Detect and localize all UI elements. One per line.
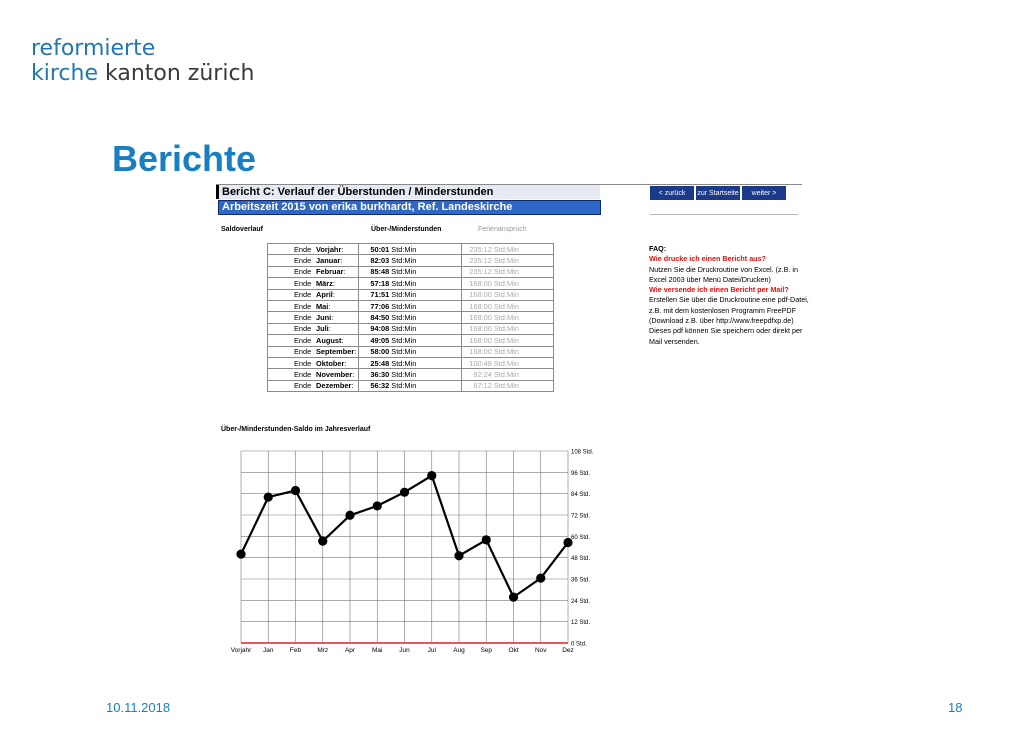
y-tick-label: 96 Std. bbox=[571, 470, 591, 477]
x-tick-label: Mrz bbox=[317, 647, 329, 654]
data-point bbox=[509, 593, 518, 602]
saldo-value: 50:01 bbox=[370, 244, 390, 254]
month-cell: Ende Mai: bbox=[268, 300, 359, 311]
ferien-value: 235:12 bbox=[469, 256, 492, 266]
section-ferien-label: Ferienanspruch bbox=[478, 226, 527, 233]
saldo-unit: Std:Min bbox=[391, 347, 417, 357]
y-tick-label: 36 Std. bbox=[571, 577, 591, 584]
month-cell: Ende Dezember: bbox=[268, 380, 359, 391]
month-cell: Ende Januar: bbox=[268, 255, 359, 266]
faq-answer-mail: Erstellen Sie über die Druckroutine eine pdf-Datei, z.B. mit dem kostenlosen Programm FreePDF (Download z.B. über http://www.freepdfxp.de) Dieses pdf können Sie speichern oder direkt per Mail versenden. bbox=[649, 295, 809, 346]
saldo-unit: Std:Min bbox=[391, 278, 417, 288]
ende-label: Ende bbox=[294, 369, 312, 379]
x-tick-label: Apr bbox=[344, 647, 356, 654]
faq-answer-print: Nutzen Sie die Druckroutine von Excel. (z.B. in Excel 2003 über Menü Datei/Drucken) bbox=[649, 264, 799, 284]
back-button[interactable]: < zurück bbox=[650, 186, 694, 200]
month-label: Mai bbox=[316, 301, 329, 311]
ende-label: Ende bbox=[294, 244, 312, 254]
ferien-unit: Std:Min bbox=[493, 335, 519, 345]
saldo-value: 25:48 bbox=[370, 358, 390, 368]
ferien-unit: Std:Min bbox=[493, 313, 519, 323]
ferien-unit: Std:Min bbox=[493, 244, 519, 254]
ferien-unit: Std:Min bbox=[493, 358, 519, 368]
month-cell: Ende April: bbox=[268, 289, 359, 300]
data-point bbox=[400, 488, 409, 497]
x-tick-label: Aug bbox=[453, 647, 465, 654]
ende-label: Ende bbox=[294, 278, 312, 288]
section-ueber-label: Über-/Minderstunden bbox=[371, 226, 442, 233]
ferien-value: 92:24 bbox=[473, 369, 492, 379]
logo-line-2 bbox=[31, 61, 254, 86]
month-cell: Ende August: bbox=[268, 335, 359, 346]
x-tick-label: Sep bbox=[480, 647, 493, 654]
month-label: Januar bbox=[316, 256, 341, 266]
report-title: Bericht C: Verlauf der Überstunden / Minderstunden bbox=[222, 186, 494, 198]
ferien-value: 168:00 bbox=[469, 335, 492, 345]
data-point bbox=[291, 486, 300, 495]
data-point bbox=[345, 511, 354, 520]
ferien-unit: Std:Min bbox=[493, 301, 519, 311]
section-saldo-label: Saldoverlauf bbox=[221, 226, 264, 233]
month-cell: Ende Juli: bbox=[268, 323, 359, 334]
ferien-value: 100:48 bbox=[469, 358, 492, 368]
month-label: April bbox=[316, 290, 333, 300]
saldo-line-chart bbox=[212, 184, 802, 664]
y-tick-label: 0 Std. bbox=[571, 641, 587, 648]
month-label: Oktober bbox=[316, 358, 345, 368]
data-point bbox=[373, 501, 382, 510]
saldo-unit: Std:Min bbox=[391, 381, 417, 391]
saldo-value: 56:32 bbox=[370, 381, 390, 391]
data-point bbox=[482, 535, 491, 544]
ferien-unit: Std:Min bbox=[493, 267, 519, 277]
saldo-value: 85:48 bbox=[370, 267, 390, 277]
ende-label: Ende bbox=[294, 358, 312, 368]
saldo-unit: Std:Min bbox=[391, 358, 417, 368]
x-tick-label: Jul bbox=[427, 647, 436, 654]
data-point bbox=[236, 549, 245, 558]
saldo-value: 58:00 bbox=[370, 347, 390, 357]
ferien-unit: Std:Min bbox=[493, 256, 519, 266]
x-tick-label: Mai bbox=[372, 647, 383, 654]
chart-title: Über-/Minderstunden-Saldo im Jahresverlauf bbox=[221, 426, 371, 433]
saldo-unit: Std:Min bbox=[391, 324, 417, 334]
y-tick-label: 24 Std. bbox=[571, 598, 591, 605]
ferien-unit: Std:Min bbox=[493, 290, 519, 300]
month-label: September bbox=[316, 347, 355, 357]
saldo-value: 71:51 bbox=[370, 290, 390, 300]
month-label: Februar bbox=[316, 267, 344, 277]
month-cell: Ende Vorjahr: bbox=[268, 244, 359, 255]
month-label: November bbox=[316, 369, 353, 379]
x-tick-label: Feb bbox=[289, 647, 302, 654]
month-cell: Ende September: bbox=[268, 346, 359, 357]
saldo-unit: Std:Min bbox=[391, 267, 417, 277]
ferien-unit: Std:Min bbox=[493, 278, 519, 288]
y-tick-label: 60 Std. bbox=[571, 534, 591, 541]
y-tick-label: 48 Std. bbox=[571, 556, 591, 563]
ende-label: Ende bbox=[294, 347, 312, 357]
ferien-value: 168:00 bbox=[469, 290, 492, 300]
x-tick-label: Nov bbox=[534, 647, 547, 654]
month-cell: Ende Oktober: bbox=[268, 357, 359, 368]
saldo-unit: Std:Min bbox=[391, 256, 417, 266]
ferien-unit: Std:Min bbox=[493, 381, 519, 391]
brand-logo bbox=[31, 36, 254, 86]
faq-question-print: Wie drucke ich einen Bericht aus? bbox=[649, 254, 766, 264]
footer-date: 10.11.2018 bbox=[106, 700, 171, 715]
ferien-value: 168:00 bbox=[469, 301, 492, 311]
ferien-value: 168:00 bbox=[469, 324, 492, 334]
saldo-value: 49:05 bbox=[370, 335, 390, 345]
saldo-unit: Std:Min bbox=[391, 301, 417, 311]
data-point bbox=[536, 574, 545, 583]
ferien-value: 168:00 bbox=[469, 313, 492, 323]
month-cell: Ende Februar: bbox=[268, 266, 359, 277]
month-cell: Ende März: bbox=[268, 278, 359, 289]
month-cell: Ende November: bbox=[268, 369, 359, 380]
month-label: Juli bbox=[316, 324, 329, 334]
saldo-value: 82:03 bbox=[370, 256, 390, 266]
ferien-unit: Std:Min bbox=[493, 369, 519, 379]
saldo-value: 94:08 bbox=[370, 324, 390, 334]
ende-label: Ende bbox=[294, 256, 312, 266]
report-subtitle: Arbeitszeit 2015 von erika burkhardt, Ref. Landeskirche bbox=[222, 201, 513, 213]
ferien-unit: Std:Min bbox=[493, 347, 519, 357]
faq-question-mail: Wie versende ich einen Bericht per Mail? bbox=[649, 285, 789, 295]
ende-label: Ende bbox=[294, 313, 312, 323]
data-point bbox=[318, 537, 327, 546]
data-point bbox=[264, 493, 273, 502]
ferien-value: 67:12 bbox=[473, 381, 492, 391]
month-label: Juni bbox=[316, 313, 332, 323]
logo-line-1: reformierte bbox=[31, 36, 156, 61]
month-label: August bbox=[316, 335, 342, 345]
report-sheet bbox=[212, 184, 809, 664]
ferien-value: 168:00 bbox=[469, 347, 492, 357]
month-label: März bbox=[316, 278, 333, 288]
saldo-unit: Std:Min bbox=[391, 290, 417, 300]
ende-label: Ende bbox=[294, 335, 312, 345]
saldo-value: 36:30 bbox=[370, 369, 390, 379]
y-tick-label: 84 Std. bbox=[571, 492, 591, 499]
saldo-value: 57:18 bbox=[370, 278, 390, 288]
data-point bbox=[427, 471, 436, 480]
logo-word-kanton: kanton zürich bbox=[98, 61, 255, 86]
y-tick-label: 108 Std. bbox=[571, 449, 594, 456]
page-title: Berichte bbox=[112, 138, 257, 179]
saldo-value: 77:06 bbox=[370, 301, 390, 311]
faq-title: FAQ: bbox=[649, 244, 667, 253]
saldo-unit: Std:Min bbox=[391, 335, 417, 345]
ende-label: Ende bbox=[294, 267, 312, 277]
saldo-unit: Std:Min bbox=[391, 244, 417, 254]
x-tick-label: Jan bbox=[263, 647, 274, 654]
ende-label: Ende bbox=[294, 290, 312, 300]
ende-label: Ende bbox=[294, 324, 312, 334]
y-tick-label: 72 Std. bbox=[571, 513, 591, 520]
x-tick-label: Okt bbox=[508, 647, 519, 654]
footer-page-number: 18 bbox=[948, 700, 963, 715]
ende-label: Ende bbox=[294, 381, 312, 391]
x-tick-label: Vorjahr bbox=[230, 647, 252, 654]
ende-label: Ende bbox=[294, 301, 312, 311]
ferien-value: 235:12 bbox=[469, 267, 492, 277]
home-button[interactable]: zur Startseite bbox=[696, 186, 740, 200]
y-tick-label: 12 Std. bbox=[571, 620, 591, 627]
month-cell: Ende Juni: bbox=[268, 312, 359, 323]
ferien-value: 235:12 bbox=[469, 244, 492, 254]
ferien-value: 168:00 bbox=[469, 278, 492, 288]
ferien-unit: Std:Min bbox=[493, 324, 519, 334]
saldo-unit: Std:Min bbox=[391, 313, 417, 323]
logo-word-kirche: kirche bbox=[31, 61, 98, 86]
month-label: Vorjahr bbox=[316, 244, 342, 254]
data-point bbox=[563, 538, 572, 547]
x-tick-label: Dez bbox=[562, 647, 574, 654]
saldo-unit: Std:Min bbox=[391, 369, 417, 379]
x-tick-label: Jun bbox=[399, 647, 410, 654]
data-point bbox=[454, 551, 463, 560]
saldo-value: 84:50 bbox=[370, 313, 390, 323]
month-label: Dezember bbox=[316, 381, 352, 391]
next-button[interactable]: weiter > bbox=[742, 186, 786, 200]
